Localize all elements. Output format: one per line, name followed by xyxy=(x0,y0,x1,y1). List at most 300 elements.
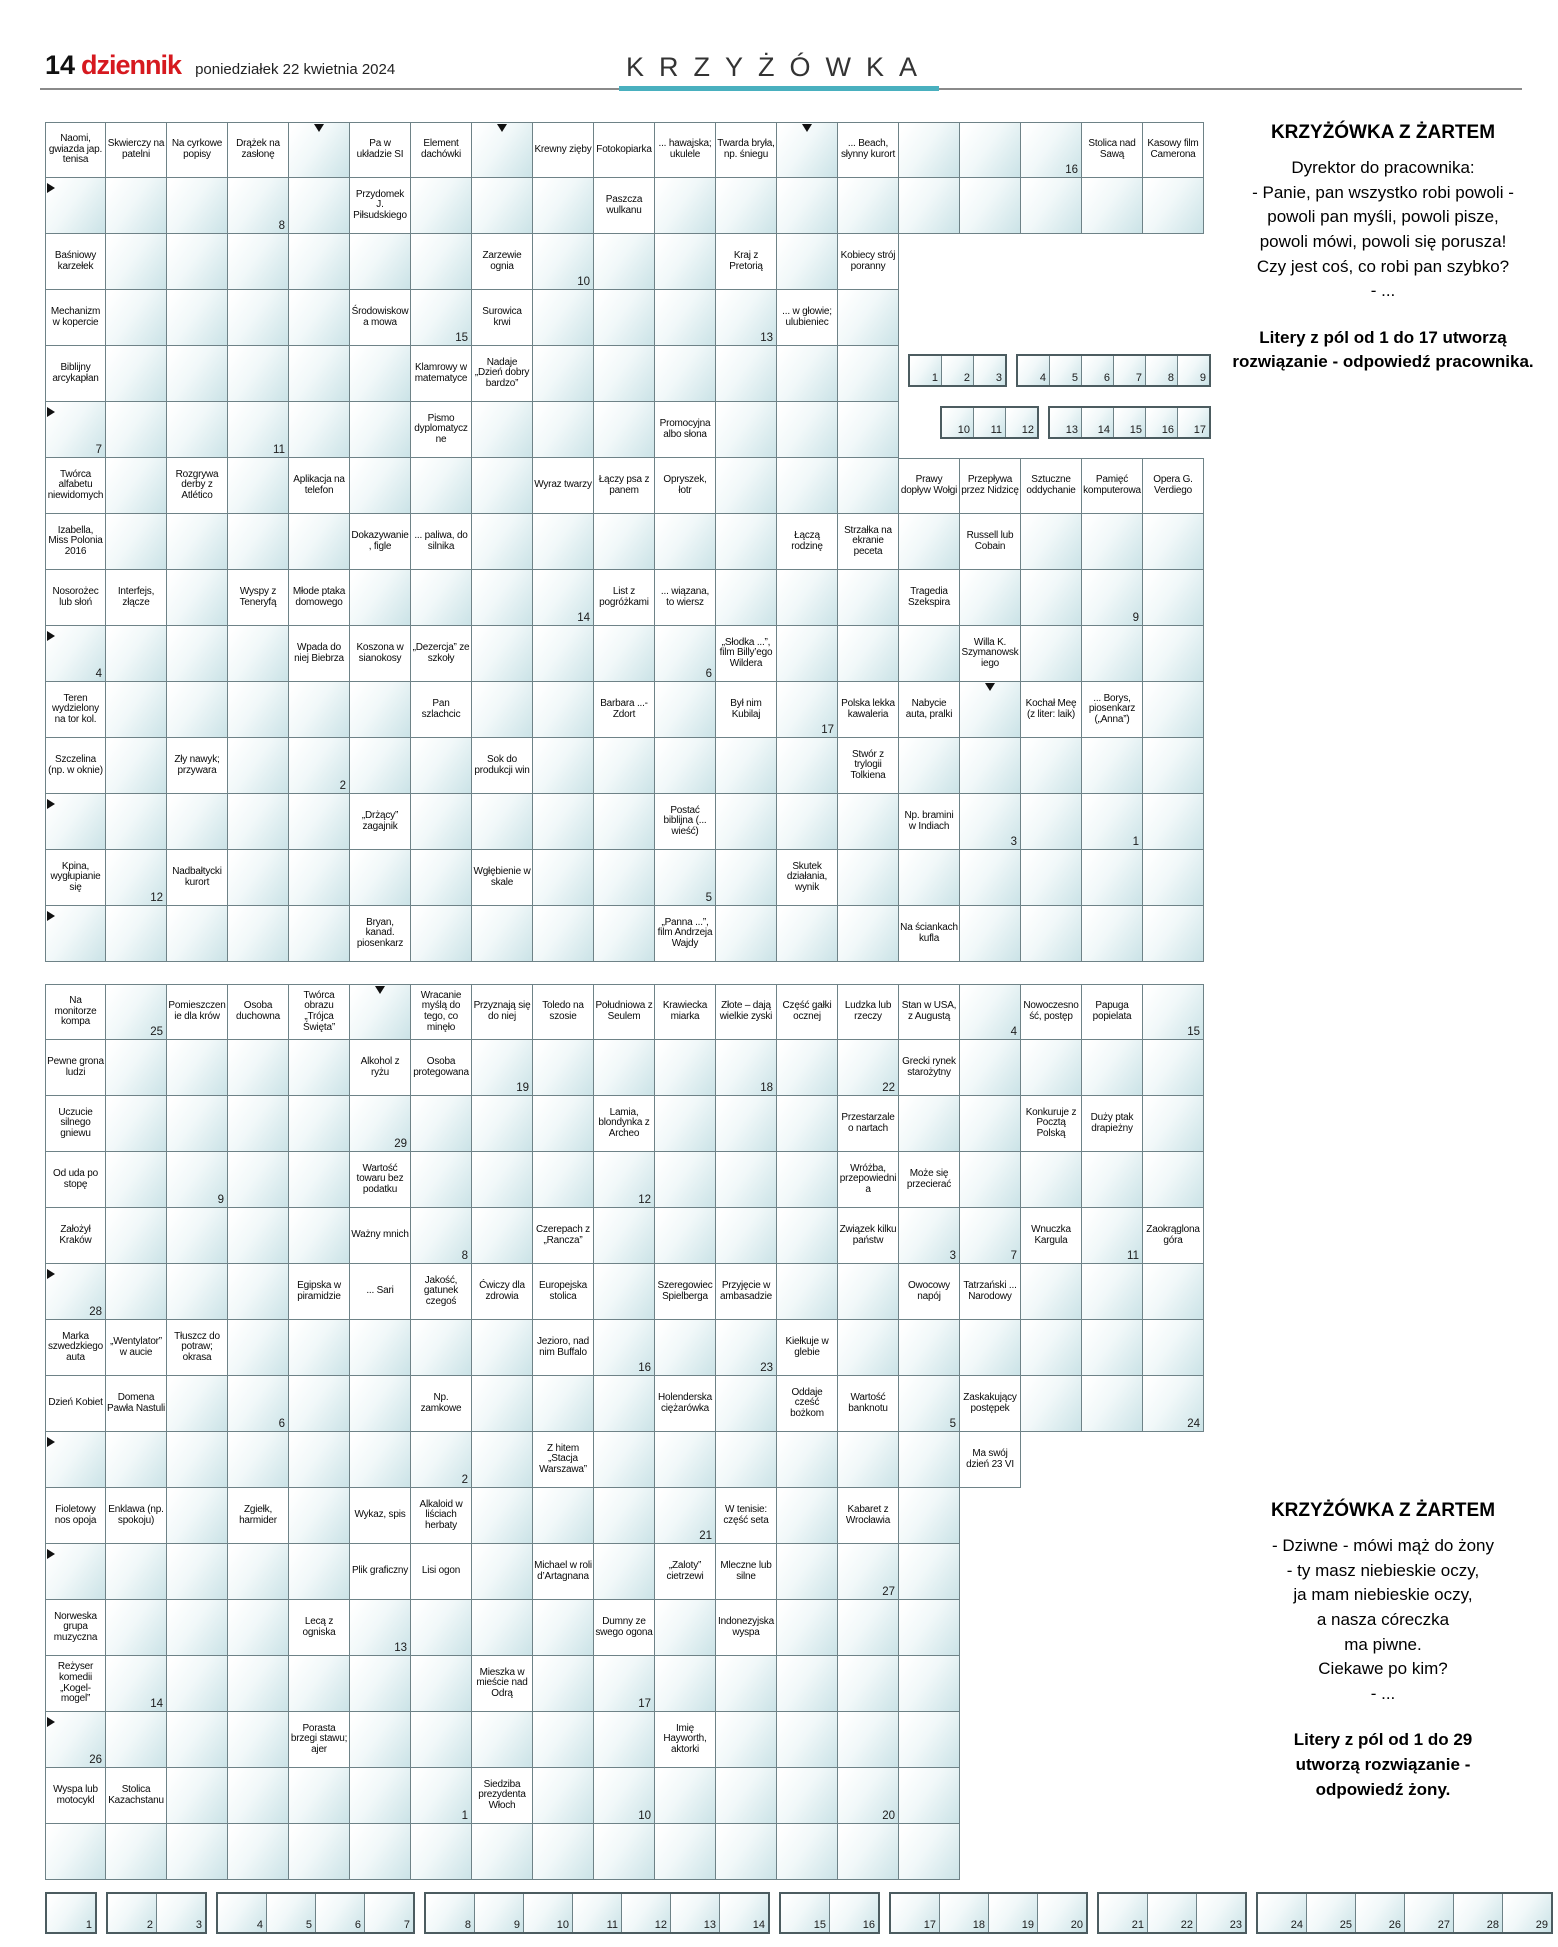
answer-cell[interactable] xyxy=(228,234,289,290)
answer-cell[interactable] xyxy=(289,850,350,906)
answer-cell[interactable] xyxy=(594,1376,655,1432)
answer-cell[interactable] xyxy=(838,1824,899,1880)
answer-cell[interactable] xyxy=(1143,1096,1204,1152)
answer-cell[interactable] xyxy=(1143,850,1204,906)
answer-cell[interactable] xyxy=(106,1152,167,1208)
answer-cell[interactable] xyxy=(1082,178,1143,234)
answer-cell[interactable] xyxy=(228,794,289,850)
answer-cell[interactable] xyxy=(594,794,655,850)
answer-cell[interactable] xyxy=(899,738,960,794)
answer-cell[interactable] xyxy=(411,1320,472,1376)
answer-cell[interactable] xyxy=(472,794,533,850)
answer-cell[interactable] xyxy=(838,290,899,346)
answer-cell[interactable] xyxy=(45,626,106,682)
solution-cell[interactable] xyxy=(622,1894,671,1932)
answer-cell[interactable] xyxy=(167,1040,228,1096)
answer-cell[interactable] xyxy=(594,1320,655,1376)
answer-cell[interactable] xyxy=(167,1152,228,1208)
answer-cell[interactable] xyxy=(289,794,350,850)
answer-cell[interactable] xyxy=(472,1152,533,1208)
answer-cell[interactable] xyxy=(960,570,1021,626)
answer-cell[interactable] xyxy=(106,738,167,794)
answer-cell[interactable] xyxy=(228,1376,289,1432)
answer-cell[interactable] xyxy=(1143,906,1204,962)
answer-cell[interactable] xyxy=(716,850,777,906)
answer-cell[interactable] xyxy=(594,1152,655,1208)
answer-cell[interactable] xyxy=(533,1712,594,1768)
answer-cell[interactable] xyxy=(777,570,838,626)
answer-cell[interactable] xyxy=(1021,794,1082,850)
answer-cell[interactable] xyxy=(1021,738,1082,794)
answer-cell[interactable] xyxy=(45,402,106,458)
answer-cell[interactable] xyxy=(960,850,1021,906)
answer-cell[interactable] xyxy=(533,906,594,962)
solution-cell[interactable] xyxy=(1178,356,1209,385)
answer-cell[interactable] xyxy=(533,1040,594,1096)
answer-cell[interactable] xyxy=(899,1656,960,1712)
answer-cell[interactable] xyxy=(411,570,472,626)
answer-cell[interactable] xyxy=(1143,514,1204,570)
answer-cell[interactable] xyxy=(1143,1320,1204,1376)
answer-cell[interactable] xyxy=(777,1712,838,1768)
answer-cell[interactable] xyxy=(228,1152,289,1208)
answer-cell[interactable] xyxy=(350,402,411,458)
answer-cell[interactable] xyxy=(777,458,838,514)
answer-cell[interactable] xyxy=(960,682,1021,738)
solution-cell[interactable] xyxy=(47,1894,95,1932)
answer-cell[interactable] xyxy=(838,1544,899,1600)
solution-cell[interactable] xyxy=(1114,356,1146,385)
answer-cell[interactable] xyxy=(167,1488,228,1544)
solution-cell[interactable] xyxy=(267,1894,316,1932)
answer-cell[interactable] xyxy=(350,570,411,626)
answer-cell[interactable] xyxy=(106,626,167,682)
answer-cell[interactable] xyxy=(655,1768,716,1824)
answer-cell[interactable] xyxy=(228,1320,289,1376)
answer-cell[interactable] xyxy=(45,1264,106,1320)
answer-cell[interactable] xyxy=(350,682,411,738)
solution-cell[interactable] xyxy=(1258,1894,1307,1932)
answer-cell[interactable] xyxy=(1082,794,1143,850)
answer-cell[interactable] xyxy=(594,1544,655,1600)
answer-cell[interactable] xyxy=(228,290,289,346)
answer-cell[interactable] xyxy=(960,738,1021,794)
answer-cell[interactable] xyxy=(472,682,533,738)
answer-cell[interactable] xyxy=(106,178,167,234)
answer-cell[interactable] xyxy=(411,1768,472,1824)
answer-cell[interactable] xyxy=(167,1824,228,1880)
solution-cell[interactable] xyxy=(974,356,1005,385)
answer-cell[interactable] xyxy=(472,570,533,626)
answer-cell[interactable] xyxy=(106,984,167,1040)
answer-cell[interactable] xyxy=(716,1208,777,1264)
answer-cell[interactable] xyxy=(350,1824,411,1880)
answer-cell[interactable] xyxy=(838,1600,899,1656)
answer-cell[interactable] xyxy=(411,1208,472,1264)
answer-cell[interactable] xyxy=(228,1544,289,1600)
solution-cell[interactable] xyxy=(1178,408,1209,437)
answer-cell[interactable] xyxy=(472,1824,533,1880)
answer-cell[interactable] xyxy=(655,1488,716,1544)
answer-cell[interactable] xyxy=(350,346,411,402)
answer-cell[interactable] xyxy=(899,514,960,570)
solution-cell[interactable] xyxy=(1050,408,1082,437)
solution-cell[interactable] xyxy=(475,1894,524,1932)
solution-cell[interactable] xyxy=(218,1894,267,1932)
answer-cell[interactable] xyxy=(1143,1264,1204,1320)
answer-cell[interactable] xyxy=(167,402,228,458)
answer-cell[interactable] xyxy=(1082,1264,1143,1320)
solution-cell[interactable] xyxy=(989,1894,1038,1932)
solution-cell[interactable] xyxy=(1503,1894,1551,1932)
answer-cell[interactable] xyxy=(289,178,350,234)
answer-cell[interactable] xyxy=(777,1264,838,1320)
answer-cell[interactable] xyxy=(838,1656,899,1712)
solution-cell[interactable] xyxy=(573,1894,622,1932)
answer-cell[interactable] xyxy=(899,1824,960,1880)
answer-cell[interactable] xyxy=(594,1768,655,1824)
answer-cell[interactable] xyxy=(167,1544,228,1600)
answer-cell[interactable] xyxy=(1021,906,1082,962)
answer-cell[interactable] xyxy=(289,906,350,962)
answer-cell[interactable] xyxy=(716,1712,777,1768)
answer-cell[interactable] xyxy=(1021,1040,1082,1096)
answer-cell[interactable] xyxy=(594,290,655,346)
answer-cell[interactable] xyxy=(350,1768,411,1824)
solution-cell[interactable] xyxy=(1454,1894,1503,1932)
answer-cell[interactable] xyxy=(716,570,777,626)
solution-cell[interactable] xyxy=(781,1894,830,1932)
answer-cell[interactable] xyxy=(228,514,289,570)
answer-cell[interactable] xyxy=(228,1600,289,1656)
answer-cell[interactable] xyxy=(167,626,228,682)
answer-cell[interactable] xyxy=(777,794,838,850)
answer-cell[interactable] xyxy=(1143,178,1204,234)
answer-cell[interactable] xyxy=(594,1264,655,1320)
answer-cell[interactable] xyxy=(838,850,899,906)
answer-cell[interactable] xyxy=(899,1376,960,1432)
solution-cell[interactable] xyxy=(108,1894,157,1932)
answer-cell[interactable] xyxy=(655,1824,716,1880)
answer-cell[interactable] xyxy=(167,1712,228,1768)
answer-cell[interactable] xyxy=(45,1712,106,1768)
answer-cell[interactable] xyxy=(167,1208,228,1264)
answer-cell[interactable] xyxy=(350,1712,411,1768)
answer-cell[interactable] xyxy=(777,402,838,458)
answer-cell[interactable] xyxy=(533,1600,594,1656)
solution-cell[interactable] xyxy=(671,1894,720,1932)
answer-cell[interactable] xyxy=(106,402,167,458)
solution-cell[interactable] xyxy=(1018,356,1050,385)
answer-cell[interactable] xyxy=(167,1600,228,1656)
answer-cell[interactable] xyxy=(533,738,594,794)
answer-cell[interactable] xyxy=(289,402,350,458)
answer-cell[interactable] xyxy=(655,290,716,346)
answer-cell[interactable] xyxy=(350,850,411,906)
solution-cell[interactable] xyxy=(830,1894,878,1932)
answer-cell[interactable] xyxy=(838,626,899,682)
answer-cell[interactable] xyxy=(289,1320,350,1376)
answer-cell[interactable] xyxy=(594,1712,655,1768)
answer-cell[interactable] xyxy=(838,346,899,402)
answer-cell[interactable] xyxy=(777,906,838,962)
answer-cell[interactable] xyxy=(167,1376,228,1432)
solution-cell[interactable] xyxy=(1099,1894,1148,1932)
answer-cell[interactable] xyxy=(838,1264,899,1320)
answer-cell[interactable] xyxy=(289,1544,350,1600)
answer-cell[interactable] xyxy=(716,402,777,458)
answer-cell[interactable] xyxy=(1021,626,1082,682)
answer-cell[interactable] xyxy=(411,1824,472,1880)
answer-cell[interactable] xyxy=(228,850,289,906)
answer-cell[interactable] xyxy=(777,1432,838,1488)
answer-cell[interactable] xyxy=(716,794,777,850)
answer-cell[interactable] xyxy=(1082,570,1143,626)
answer-cell[interactable] xyxy=(716,1376,777,1432)
answer-cell[interactable] xyxy=(594,514,655,570)
answer-cell[interactable] xyxy=(777,346,838,402)
answer-cell[interactable] xyxy=(1143,570,1204,626)
answer-cell[interactable] xyxy=(289,1432,350,1488)
answer-cell[interactable] xyxy=(777,682,838,738)
answer-cell[interactable] xyxy=(777,1096,838,1152)
answer-cell[interactable] xyxy=(106,906,167,962)
answer-cell[interactable] xyxy=(533,570,594,626)
solution-cell[interactable] xyxy=(157,1894,205,1932)
answer-cell[interactable] xyxy=(533,1376,594,1432)
answer-cell[interactable] xyxy=(533,1656,594,1712)
answer-cell[interactable] xyxy=(1143,626,1204,682)
answer-cell[interactable] xyxy=(655,1600,716,1656)
answer-cell[interactable] xyxy=(716,1152,777,1208)
answer-cell[interactable] xyxy=(289,514,350,570)
answer-cell[interactable] xyxy=(289,1376,350,1432)
answer-cell[interactable] xyxy=(1082,514,1143,570)
solution-cell[interactable] xyxy=(891,1894,940,1932)
answer-cell[interactable] xyxy=(289,1152,350,1208)
answer-cell[interactable] xyxy=(350,738,411,794)
answer-cell[interactable] xyxy=(960,906,1021,962)
answer-cell[interactable] xyxy=(106,1208,167,1264)
answer-cell[interactable] xyxy=(472,1320,533,1376)
solution-cell[interactable] xyxy=(1082,408,1114,437)
answer-cell[interactable] xyxy=(1021,570,1082,626)
answer-cell[interactable] xyxy=(289,1040,350,1096)
answer-cell[interactable] xyxy=(533,850,594,906)
answer-cell[interactable] xyxy=(838,178,899,234)
answer-cell[interactable] xyxy=(777,178,838,234)
answer-cell[interactable] xyxy=(1082,1152,1143,1208)
answer-cell[interactable] xyxy=(777,738,838,794)
answer-cell[interactable] xyxy=(106,1432,167,1488)
answer-cell[interactable] xyxy=(350,984,411,1040)
answer-cell[interactable] xyxy=(899,1600,960,1656)
answer-cell[interactable] xyxy=(228,1208,289,1264)
answer-cell[interactable] xyxy=(106,1264,167,1320)
answer-cell[interactable] xyxy=(472,178,533,234)
solution-cell[interactable] xyxy=(942,356,974,385)
answer-cell[interactable] xyxy=(777,1656,838,1712)
answer-cell[interactable] xyxy=(350,1376,411,1432)
answer-cell[interactable] xyxy=(1143,682,1204,738)
answer-cell[interactable] xyxy=(228,1432,289,1488)
answer-cell[interactable] xyxy=(167,1656,228,1712)
answer-cell[interactable] xyxy=(838,1040,899,1096)
answer-cell[interactable] xyxy=(289,1208,350,1264)
answer-cell[interactable] xyxy=(289,122,350,178)
answer-cell[interactable] xyxy=(960,178,1021,234)
answer-cell[interactable] xyxy=(45,178,106,234)
answer-cell[interactable] xyxy=(350,1432,411,1488)
answer-cell[interactable] xyxy=(655,850,716,906)
answer-cell[interactable] xyxy=(716,1656,777,1712)
answer-cell[interactable] xyxy=(106,1600,167,1656)
answer-cell[interactable] xyxy=(289,234,350,290)
answer-cell[interactable] xyxy=(838,1432,899,1488)
answer-cell[interactable] xyxy=(716,458,777,514)
answer-cell[interactable] xyxy=(350,1096,411,1152)
answer-cell[interactable] xyxy=(1021,1152,1082,1208)
answer-cell[interactable] xyxy=(1143,984,1204,1040)
answer-cell[interactable] xyxy=(838,458,899,514)
answer-cell[interactable] xyxy=(1082,738,1143,794)
answer-cell[interactable] xyxy=(777,1544,838,1600)
answer-cell[interactable] xyxy=(472,458,533,514)
answer-cell[interactable] xyxy=(594,1824,655,1880)
answer-cell[interactable] xyxy=(533,514,594,570)
answer-cell[interactable] xyxy=(106,1040,167,1096)
answer-cell[interactable] xyxy=(1082,1208,1143,1264)
answer-cell[interactable] xyxy=(1021,1376,1082,1432)
answer-cell[interactable] xyxy=(106,682,167,738)
answer-cell[interactable] xyxy=(716,906,777,962)
answer-cell[interactable] xyxy=(289,738,350,794)
answer-cell[interactable] xyxy=(411,906,472,962)
answer-cell[interactable] xyxy=(289,1768,350,1824)
answer-cell[interactable] xyxy=(899,122,960,178)
answer-cell[interactable] xyxy=(594,738,655,794)
answer-cell[interactable] xyxy=(167,178,228,234)
answer-cell[interactable] xyxy=(533,1488,594,1544)
answer-cell[interactable] xyxy=(899,626,960,682)
answer-cell[interactable] xyxy=(899,1544,960,1600)
answer-cell[interactable] xyxy=(777,1768,838,1824)
answer-cell[interactable] xyxy=(960,1208,1021,1264)
answer-cell[interactable] xyxy=(411,458,472,514)
answer-cell[interactable] xyxy=(289,1824,350,1880)
answer-cell[interactable] xyxy=(228,458,289,514)
answer-cell[interactable] xyxy=(1082,1376,1143,1432)
answer-cell[interactable] xyxy=(411,850,472,906)
answer-cell[interactable] xyxy=(655,234,716,290)
answer-cell[interactable] xyxy=(594,1656,655,1712)
answer-cell[interactable] xyxy=(106,514,167,570)
answer-cell[interactable] xyxy=(777,234,838,290)
answer-cell[interactable] xyxy=(655,682,716,738)
answer-cell[interactable] xyxy=(228,1264,289,1320)
answer-cell[interactable] xyxy=(716,1824,777,1880)
answer-cell[interactable] xyxy=(167,794,228,850)
answer-cell[interactable] xyxy=(716,1040,777,1096)
answer-cell[interactable] xyxy=(472,906,533,962)
solution-cell[interactable] xyxy=(942,408,974,437)
answer-cell[interactable] xyxy=(1021,1264,1082,1320)
answer-cell[interactable] xyxy=(411,1152,472,1208)
answer-cell[interactable] xyxy=(167,906,228,962)
answer-cell[interactable] xyxy=(899,1208,960,1264)
solution-cell[interactable] xyxy=(1148,1894,1197,1932)
answer-cell[interactable] xyxy=(777,1208,838,1264)
answer-cell[interactable] xyxy=(655,1208,716,1264)
solution-cell[interactable] xyxy=(940,1894,989,1932)
answer-cell[interactable] xyxy=(777,1600,838,1656)
solution-cell[interactable] xyxy=(316,1894,365,1932)
answer-cell[interactable] xyxy=(472,1040,533,1096)
answer-cell[interactable] xyxy=(1082,626,1143,682)
answer-cell[interactable] xyxy=(411,178,472,234)
answer-cell[interactable] xyxy=(167,514,228,570)
answer-cell[interactable] xyxy=(655,178,716,234)
answer-cell[interactable] xyxy=(533,178,594,234)
answer-cell[interactable] xyxy=(167,682,228,738)
answer-cell[interactable] xyxy=(716,738,777,794)
answer-cell[interactable] xyxy=(533,626,594,682)
solution-cell[interactable] xyxy=(1114,408,1146,437)
answer-cell[interactable] xyxy=(838,570,899,626)
answer-cell[interactable] xyxy=(411,1600,472,1656)
answer-cell[interactable] xyxy=(472,1376,533,1432)
answer-cell[interactable] xyxy=(228,906,289,962)
answer-cell[interactable] xyxy=(838,906,899,962)
answer-cell[interactable] xyxy=(1082,906,1143,962)
answer-cell[interactable] xyxy=(533,1096,594,1152)
answer-cell[interactable] xyxy=(1021,178,1082,234)
answer-cell[interactable] xyxy=(228,738,289,794)
answer-cell[interactable] xyxy=(533,794,594,850)
answer-cell[interactable] xyxy=(106,794,167,850)
solution-cell[interactable] xyxy=(1146,356,1178,385)
answer-cell[interactable] xyxy=(533,234,594,290)
answer-cell[interactable] xyxy=(899,1096,960,1152)
answer-cell[interactable] xyxy=(167,290,228,346)
answer-cell[interactable] xyxy=(472,626,533,682)
answer-cell[interactable] xyxy=(1021,514,1082,570)
answer-cell[interactable] xyxy=(1082,1040,1143,1096)
answer-cell[interactable] xyxy=(411,794,472,850)
answer-cell[interactable] xyxy=(533,1768,594,1824)
answer-cell[interactable] xyxy=(1082,850,1143,906)
answer-cell[interactable] xyxy=(838,402,899,458)
answer-cell[interactable] xyxy=(472,122,533,178)
answer-cell[interactable] xyxy=(960,1152,1021,1208)
answer-cell[interactable] xyxy=(228,178,289,234)
solution-cell[interactable] xyxy=(1006,408,1037,437)
solution-cell[interactable] xyxy=(1082,356,1114,385)
answer-cell[interactable] xyxy=(533,1152,594,1208)
answer-cell[interactable] xyxy=(1021,1320,1082,1376)
answer-cell[interactable] xyxy=(167,1768,228,1824)
answer-cell[interactable] xyxy=(777,1040,838,1096)
solution-cell[interactable] xyxy=(1146,408,1178,437)
answer-cell[interactable] xyxy=(533,1824,594,1880)
answer-cell[interactable] xyxy=(1143,1040,1204,1096)
answer-cell[interactable] xyxy=(106,290,167,346)
answer-cell[interactable] xyxy=(594,1208,655,1264)
answer-cell[interactable] xyxy=(838,1768,899,1824)
answer-cell[interactable] xyxy=(228,1768,289,1824)
answer-cell[interactable] xyxy=(594,626,655,682)
answer-cell[interactable] xyxy=(106,1656,167,1712)
